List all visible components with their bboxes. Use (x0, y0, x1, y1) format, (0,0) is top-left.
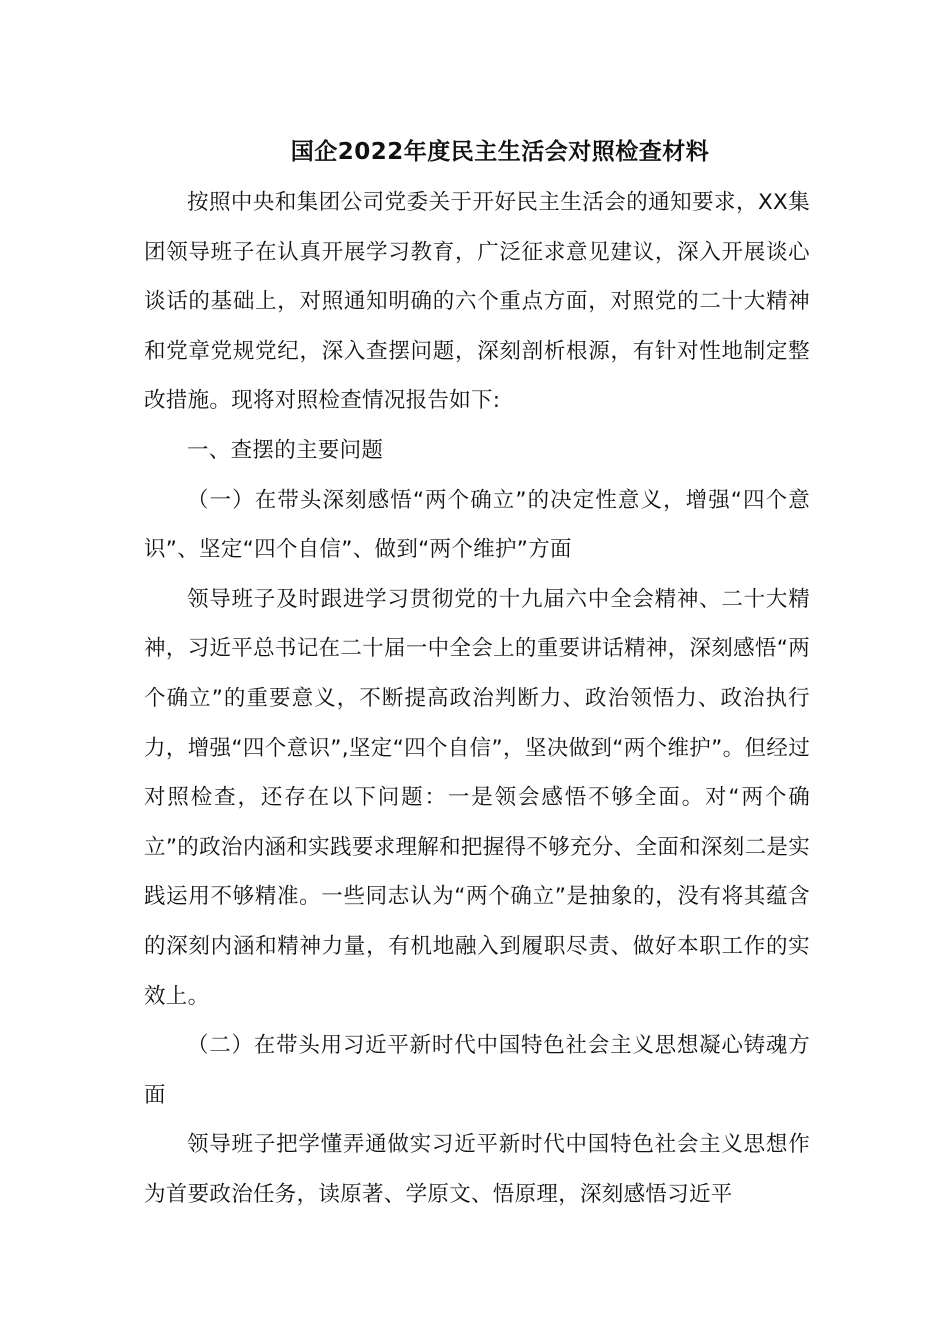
document-title: 国企2022年度民主生活会对照检查材料 (290, 139, 710, 165)
subsection-1-paragraph: 领导班子及时跟进学习贯彻党的十九届六中全会精神、二十大精神，习近平总书记在二十届一中全会上的重要讲话精神，深刻感悟“两个确立”的重要意义，不断提高政治判断力、政治领悟力、政治执行力，增强“四个意识”,坚定“四个自信”，坚决做到“两个维护”。但经过对照检查，还存在以下问题：一是领会感悟不够全面。对“两个确立”的政治内涵和实践要求理解和把握得不够充分、全面和深刻二是实践运用不够精准。一些同志认为“两个确立”是抽象的，没有将其蕴含的深刻内涵和精神力量，有机地融入到履职尽责、做好本职工作的实效上。 (144, 586, 810, 1009)
subsection-heading-1: （一）在带头深刻感悟“两个确立”的决定性意义，增强“四个意识”、坚定“四个自信”、做到“两个维护”方面 (144, 487, 810, 563)
subsection-heading-2: （二）在带头用习近平新时代中国特色社会主义思想凝心铸魂方面 (144, 1033, 810, 1108)
intro-paragraph: 按照中央和集团公司党委关于开好民主生活会的通知要求，XX集团领导班子在认真开展学习教育，广泛征求意见建议，深入开展谈心谈话的基础上，对照通知明确的六个重点方面，对照党的二十大精神和党章党规党纪，深入查摆问题，深刻剖析根源，有针对性地制定整改措施。现将对照检查情况报告如下: (144, 190, 810, 414)
subsection-2-paragraph: 领导班子把学懂弄通做实习近平新时代中国特色社会主义思想作为首要政治任务，读原著、学原文、悟原理，深刻感悟习近平 (144, 1132, 810, 1207)
section-heading-1: 一、查摆的主要问题 (187, 437, 384, 463)
document-body (144, 178, 810, 1219)
